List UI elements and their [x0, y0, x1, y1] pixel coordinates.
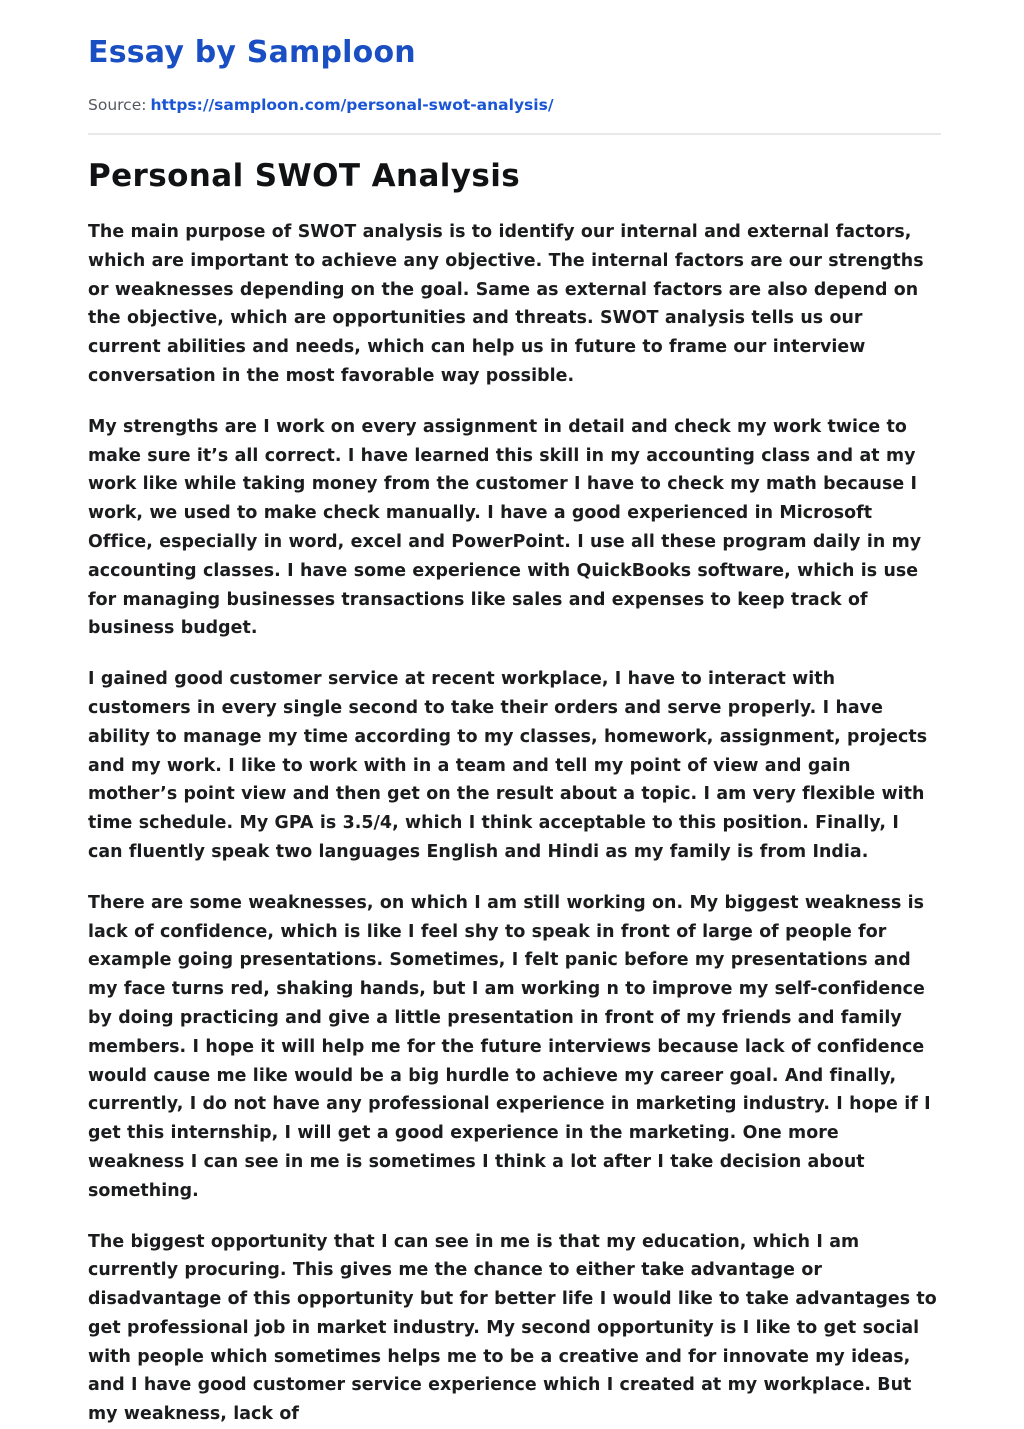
paragraph: The biggest opportunity that I can see in me is that my education, which I am currently procuring. This gives me the chance to either take advantage or disadvantage of this opportunity but for better life I would like to take advantages to get professional job in market industry. My second opportunity is I like to get social with people which sometimes helps me to be a creative and for innovate my ideas, and I have good customer service experience which I created at my workplace. But my weakness, lack of [88, 1228, 938, 1429]
site-header [88, 0, 936, 135]
site-brand-title: Essay by Samploon [88, 34, 936, 72]
source-url-link[interactable]: https://samploon.com/personal-swot-analysis/ [150, 96, 553, 114]
source-line [88, 95, 936, 115]
header-divider [88, 133, 941, 135]
page-title: Personal SWOT Analysis [88, 157, 936, 195]
source-label: Source: [88, 96, 146, 114]
paragraph: The main purpose of SWOT analysis is to identify our internal and external factors, which are important to achieve any objective. The internal factors are our strengths or weaknesses depending on the goal. Same as external factors are also depend on the objective, which are opportunities and threats. SWOT analysis tells us our current abilities and needs, which can help us in future to frame our interview conversation in the most favorable way possible. [88, 218, 938, 391]
article-body [88, 218, 938, 1429]
paragraph: I gained good customer service at recent workplace, I have to interact with customers in every single second to take their orders and serve properly. I have ability to manage my time according to my classes, homework, assignment, projects and my work. I like to work with in a team and tell my point of view and gain mother’s point view and then get on the result about a topic. I am very flexible with time schedule. My GPA is 3.5/4, which I think acceptable to this position. Finally, I can fluently speak two languages English and Hindi as my family is from India. [88, 665, 938, 867]
paragraph: My strengths are I work on every assignment in detail and check my work twice to make sure it’s all correct. I have learned this skill in my accounting class and at my work like while taking money from the customer I have to check my math because I work, we used to make check manually. I have a good experienced in Microsoft Office, especially in word, excel and PowerPoint. I use all these program daily in my accounting classes. I have some experience with QuickBooks software, which is use for managing businesses transactions like sales and expenses to keep track of business budget. [88, 413, 938, 643]
paragraph: There are some weaknesses, on which I am still working on. My biggest weakness is lack of confidence, which is like I feel shy to speak in front of large of people for example going presentations. Sometimes, I felt panic before my presentations and my face turns red, shaking hands, but I am working n to improve my self-confidence by doing practicing and give a little presentation in front of my friends and family members. I hope it will help me for the future interviews because lack of confidence would cause me like would be a big hurdle to achieve my career goal. And finally, currently, I do not have any professional experience in marketing industry. I hope if I get this internship, I will get a good experience in the marketing. One more weakness I can see in me is sometimes I think a lot after I take decision about something. [88, 889, 938, 1206]
